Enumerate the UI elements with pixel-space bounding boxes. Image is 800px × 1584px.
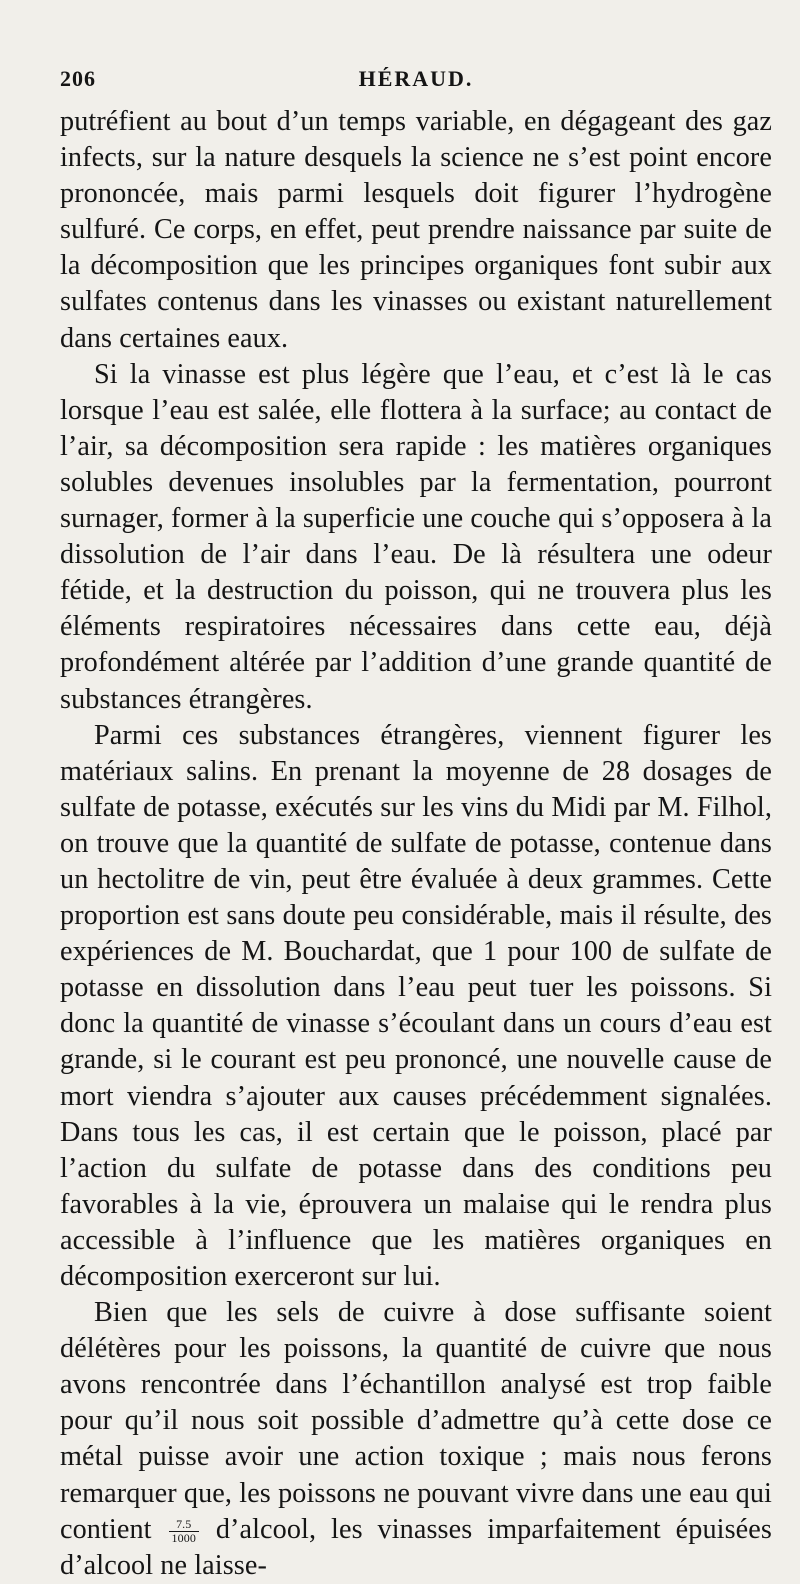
copper-text-after: d’alcool, les vinasses imparfaitement épuisées d’alcool ne laisse- (60, 1513, 772, 1581)
paragraph-copper-salts (60, 1295, 772, 1584)
fraction-numerator: 7.5 (169, 1518, 199, 1532)
running-head-author: HÉRAUD. (358, 66, 474, 91)
page-number: 206 (60, 66, 96, 91)
fraction-denominator: 1000 (171, 1530, 196, 1545)
body-text (60, 104, 772, 1584)
paragraph-vinasse-lighter: Si la vinasse est plus légère que l’eau, et c’est là le cas lorsque l’eau est salée, elle flottera à la surface; au contact de l’air, sa décomposition sera rapide : les matières organiques solubles devenues insolubles par la fermentation, pourront surnager, former à la superficie une couche qui s’opposera à la dissolution de l’air dans l’eau. De là résultera une odeur fétide, et la destruction du poisson, qui ne trouvera plus les éléments respiratoires nécessaires dans cette eau, déjà profondément altérée par l’addition d’une grande quantité de substances étrangères. (60, 358, 772, 715)
paragraph-saline-materials: Parmi ces substances étrangères, viennent figurer les matériaux salins. En prenant la moyenne de 28 dosages de sulfate de potasse, exécutés sur les vins du Midi par M. Filhol, on trouve que la quantité de sulfate de potasse, contenue dans un hectolitre de vin, peut être évaluée à deux grammes. Cette proportion est sans doute peu considérable, mais il résulte, des expériences de M. Bouchardat, que 1 pour 100 de sulfate de potasse en dissolution dans l’eau peut tuer les poissons. Si donc la quantité de vinasse s’écoulant dans un cours d’eau est grande, si le courant est peu prononcé, une nouvelle cause de mort viendra s’ajouter aux causes précédemment signalées. Dans tous les cas, il est certain que le poisson, placé par l’action du sulfate de potasse dans des conditions peu favorables à la vie, éprouvera un malaise qui le rendra plus accessible à l’influence que les matières organiques en décomposition exerceront sur lui. (60, 719, 772, 1292)
paragraph-continued: putréfient au bout d’un temps variable, en dégageant des gaz infects, sur la nature desquels la science ne s’est point encore prononcée, mais parmi lesquels doit figurer l’hydrogène sulfuré. Ce corps, en effet, peut prendre naissance par suite de la décomposition que les principes organiques font subir aux sulfates contenus dans les vinasses ou existant naturellement dans certaines eaux. (60, 106, 772, 354)
running-head (60, 66, 772, 94)
alcohol-fraction (169, 1518, 199, 1545)
copper-text-before: Bien que les sels de cuivre à dose suffisante soient délétères pour les poissons, la quantité de cuivre que nous avons rencontrée dans l’échantillon analysé est trop faible pour qu’il nous soit possible d’admettre qu’à cette dose ce métal puisse avoir une action toxique ; mais nous ferons remarquer que, les poissons ne pouvant vivre dans une eau qui contient (60, 1297, 772, 1545)
